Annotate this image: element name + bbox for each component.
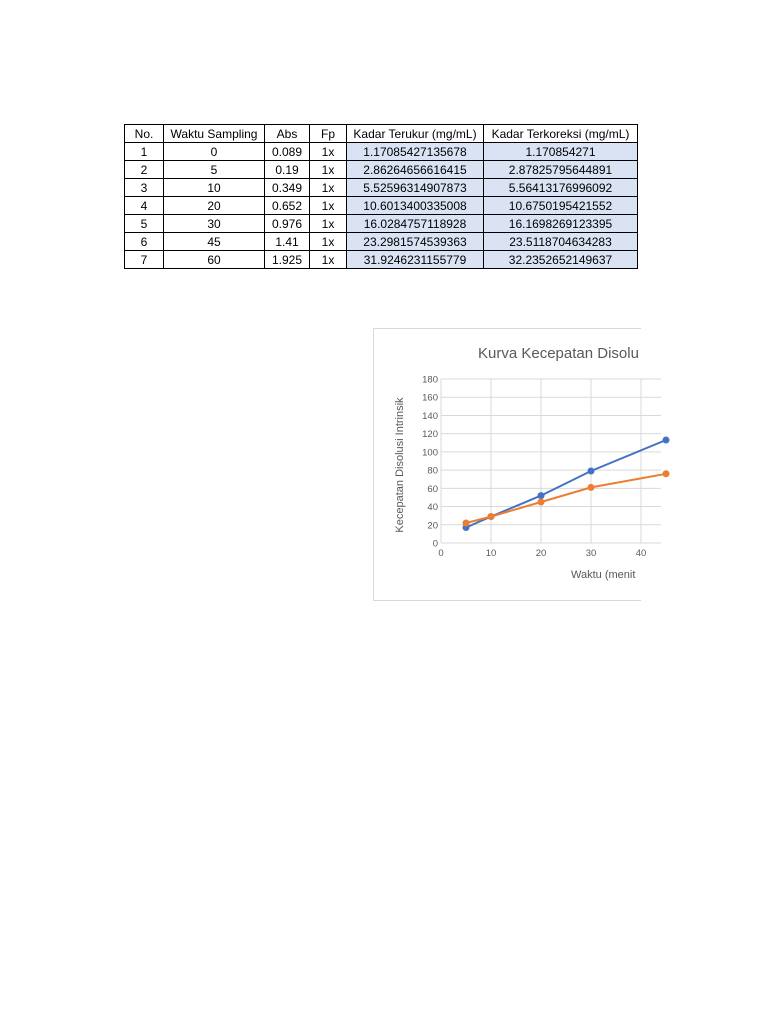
tick-labels <box>422 375 646 560</box>
table-row <box>125 251 638 269</box>
table-cell: 20 <box>164 197 265 215</box>
grid-lines <box>441 379 661 543</box>
table-cell: 1.925 <box>265 251 310 269</box>
y-tick-label: 120 <box>422 429 438 441</box>
table-cell: 5 <box>125 215 164 233</box>
col-header-kadar-terukur: Kadar Terukur (mg/mL) <box>347 125 484 143</box>
table-cell: 1x <box>310 251 347 269</box>
table-cell: 16.0284757118928 <box>347 215 484 233</box>
x-axis-label: Waktu (menit <box>571 569 636 581</box>
col-header-abs: Abs <box>265 125 310 143</box>
y-tick-label: 20 <box>427 520 438 532</box>
table-cell: 1.41 <box>265 233 310 251</box>
table-cell: 6 <box>125 233 164 251</box>
data-point <box>663 470 670 477</box>
table-cell: 23.2981574539363 <box>347 233 484 251</box>
y-tick-label: 60 <box>427 483 438 495</box>
table-cell: 1x <box>310 197 347 215</box>
table-cell: 10 <box>164 179 265 197</box>
table-cell: 10.6013400335008 <box>347 197 484 215</box>
table-cell: 5 <box>164 161 265 179</box>
y-tick-label: 80 <box>427 465 438 477</box>
table-row <box>125 161 638 179</box>
table-cell: 31.9246231155779 <box>347 251 484 269</box>
table-cell: 23.5118704634283 <box>484 233 638 251</box>
x-tick-label: 40 <box>635 548 647 559</box>
table-cell: 45 <box>164 233 265 251</box>
table-row <box>125 215 638 233</box>
table-cell: 0.089 <box>265 143 310 161</box>
table-cell: 1x <box>310 143 347 161</box>
table-cell: 1 <box>125 143 164 161</box>
table-cell: 2.87825795644891 <box>484 161 638 179</box>
table-row <box>125 179 638 197</box>
data-point <box>588 468 595 475</box>
table-cell: 1x <box>310 233 347 251</box>
table-header-row <box>125 125 638 143</box>
table-cell: 0.19 <box>265 161 310 179</box>
y-tick-label: 140 <box>422 410 438 422</box>
data-table <box>124 124 638 269</box>
col-header-no: No. <box>125 125 164 143</box>
table-cell: 16.1698269123395 <box>484 215 638 233</box>
y-tick-label: 160 <box>422 392 438 404</box>
table-cell: 60 <box>164 251 265 269</box>
table-cell: 0 <box>164 143 265 161</box>
table-cell: 5.52596314907873 <box>347 179 484 197</box>
data-point <box>488 513 495 520</box>
chart-title: Kurva Kecepatan Disolu <box>478 345 639 362</box>
table-cell: 4 <box>125 197 164 215</box>
data-point <box>538 492 545 499</box>
table-row <box>125 197 638 215</box>
table-cell: 3 <box>125 179 164 197</box>
data-point <box>463 519 470 526</box>
table-cell: 5.56413176996092 <box>484 179 638 197</box>
table-row <box>125 233 638 251</box>
y-tick-label: 0 <box>432 538 438 550</box>
chart-container <box>373 328 647 601</box>
table-cell: 10.6750195421552 <box>484 197 638 215</box>
col-header-waktu: Waktu Sampling <box>164 125 265 143</box>
table-cell: 1.170854271 <box>484 143 638 161</box>
table-cell: 2 <box>125 161 164 179</box>
data-point <box>538 499 545 506</box>
y-axis-label: Kecepatan Disolusi Intrinsik <box>394 397 406 533</box>
table-row <box>125 143 638 161</box>
table-cell: 30 <box>164 215 265 233</box>
col-header-kadar-terkoreksi: Kadar Terkoreksi (mg/mL) <box>484 125 638 143</box>
data-point <box>588 484 595 491</box>
col-header-fp: Fp <box>310 125 347 143</box>
data-point <box>663 437 670 444</box>
series-line <box>466 474 666 523</box>
x-tick-label: 0 <box>438 548 444 559</box>
series-layer <box>463 437 670 531</box>
table-cell: 7 <box>125 251 164 269</box>
table-cell: 1x <box>310 179 347 197</box>
y-tick-label: 180 <box>422 374 438 386</box>
y-tick-label: 100 <box>422 447 438 459</box>
y-tick-label: 40 <box>427 502 438 514</box>
x-tick-label: 10 <box>485 548 497 559</box>
table-cell: 2.86264656616415 <box>347 161 484 179</box>
table-cell: 0.652 <box>265 197 310 215</box>
line-chart <box>374 329 647 600</box>
table-cell: 1.17085427135678 <box>347 143 484 161</box>
table-cell: 0.976 <box>265 215 310 233</box>
table-cell: 32.2352652149637 <box>484 251 638 269</box>
x-tick-label: 30 <box>585 548 597 559</box>
table-cell: 0.349 <box>265 179 310 197</box>
x-tick-label: 20 <box>535 548 547 559</box>
table-cell: 1x <box>310 161 347 179</box>
table-cell: 1x <box>310 215 347 233</box>
